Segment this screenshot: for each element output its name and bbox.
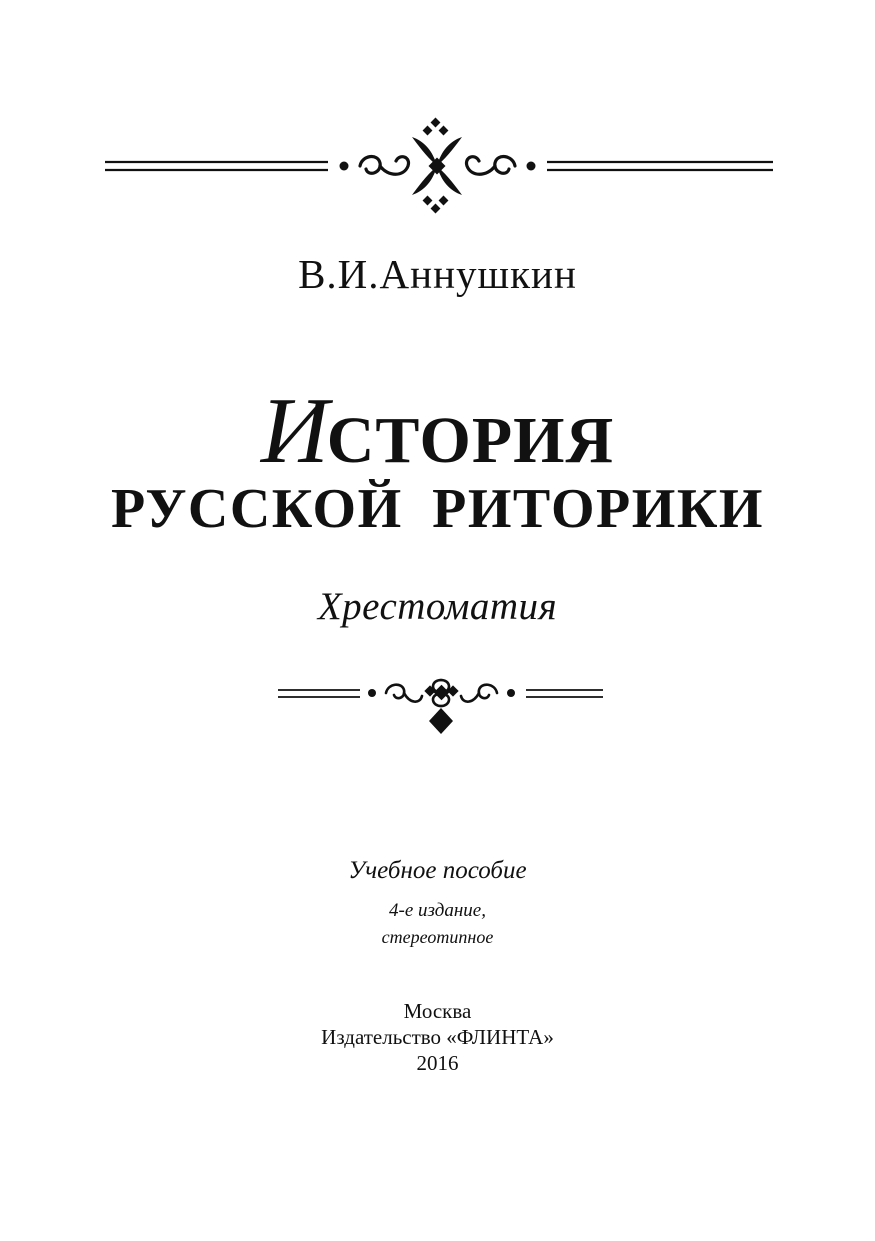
title-initial-letter: И [260, 379, 327, 483]
title-line-1-rest: СТОРИЯ [326, 404, 615, 477]
imprint-publisher: Издательство «ФЛИНТА» [321, 1025, 554, 1049]
edition-kind: стереотипное [381, 927, 494, 947]
imprint-city: Москва [403, 999, 472, 1023]
book-type: Учебное пособие [348, 857, 527, 884]
middle-ornament [0, 668, 875, 753]
subtitle: Хрестоматия [317, 585, 558, 628]
top-ornament [0, 115, 875, 225]
floral-divider-icon [0, 668, 875, 753]
author-name: В.И.Аннушкин [298, 251, 577, 297]
title-line-1 [0, 377, 875, 485]
title-line-2: РУССКОЙ РИТОРИКИ [111, 478, 764, 540]
edition: 4-е издание, [389, 900, 486, 921]
floral-divider-icon [0, 115, 875, 225]
imprint-year: 2016 [416, 1051, 459, 1075]
